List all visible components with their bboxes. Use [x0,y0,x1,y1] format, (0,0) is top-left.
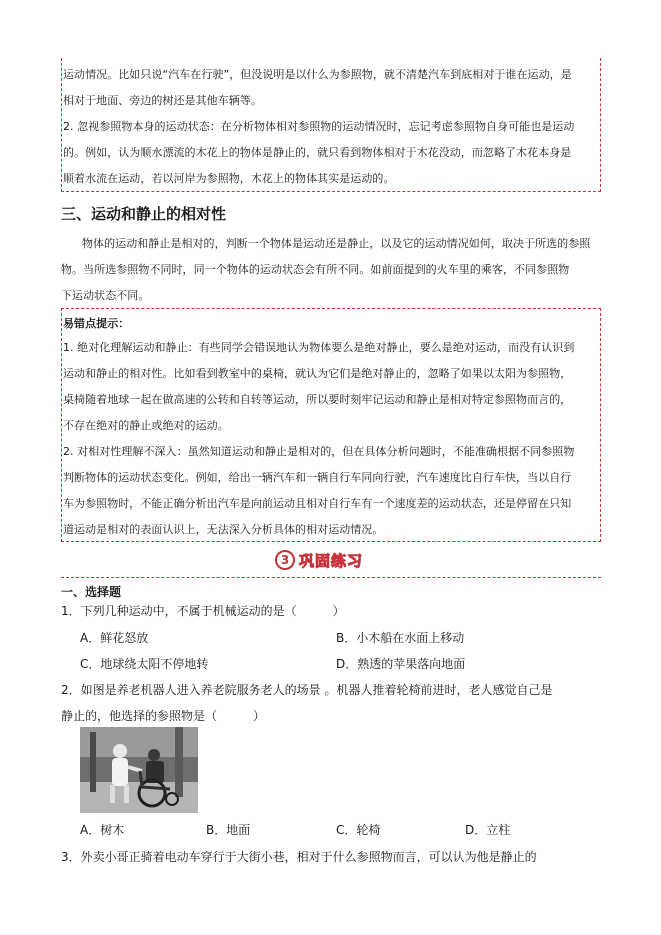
box2-line-1: 1. 绝对化理解运动和静止：有些同学会错误地认为物体要么是绝对静止，要么是绝对运动，而没有认识到 [63,341,575,354]
question-2-stem-line-1: 2．如图是养老机器人进入养老院服务老人的场景 。机器人推着轮椅前进时，老人感觉自己是 [61,683,553,697]
section-divider [61,577,601,578]
banner-number-badge: 3 [275,550,295,570]
tip-box-title: 易错点提示： [63,317,130,330]
question-1-option-c: C．地球绕太阳不停地转 [80,657,209,671]
question-1-option-d: D．熟透的苹果落向地面 [336,657,466,671]
question-1-option-a: A．鲜花怒放 [80,631,149,645]
box1-line-5: 顺着水流在运动，若以河岸为参照物，木花上的物体其实是运动的。 [63,172,395,185]
section-line-2: 物。当所选参照物不同时，同一个物体的运动状态会有所不同。如前面提到的火车里的乘客，不同参照物 [61,263,570,276]
robot-wheelchair-photo [80,727,198,813]
box2-line-8: 道运动是相对的表面认识上，无法深入分析具体的相对运动情况。 [63,523,384,536]
section-line-1: 物体的运动和静止是相对的，判断一个物体是运动还是静止，以及它的运动情况如何，取决于所选的参照 [82,237,591,250]
question-2-option-a: A．树木 [80,823,125,837]
box1-line-3: 2. 忽视参照物本身的运动状态：在分析物体相对参照物的运动情况时，忘记考虑参照物自身可能也是运动 [63,120,575,133]
box1-line-1: 运动情况。比如只说“汽车在行驶”，但没说明是以什么为参照物，就不清楚汽车到底相对于谁在运动，是 [63,68,572,81]
question-2-option-c: C．轮椅 [336,823,381,837]
practice-banner [275,549,387,573]
box2-line-4: 不存在绝对的静止或绝对的运动。 [63,419,229,432]
question-2-stem-line-2: 静止的，他选择的参照物是（ ） [61,709,266,723]
box1-line-2: 相对于地面、旁边的树还是其他车辆等。 [63,94,262,107]
box2-line-6: 判断物体的运动状态变化。例如，给出一辆汽车和一辆自行车同向行驶，汽车速度比自行车快，当以自行 [63,471,572,484]
box2-line-2: 运动和静止的相对性。比如看到教室中的桌椅，就认为它们是绝对静止的，忽略了如果以太阳为参照物， [63,367,572,380]
section-heading: 三、运动和静止的相对性 [61,205,227,223]
banner-title: 巩固练习 [299,552,364,570]
box2-line-3: 桌椅随着地球一起在做高速的公转和自转等运动，所以要时刻牢记运动和静止是相对特定参照物而言的， [63,393,572,406]
box1-line-4: 的。例如，认为顺水漂流的木花上的物体是静止的，就只看到物体相对于木花没动，而忽略了木花本身是 [63,146,572,159]
question-2-option-d: D．立柱 [465,823,511,837]
section-line-3: 下运动状态不同。 [61,289,150,302]
question-1-option-b: B．小木船在水面上移动 [336,631,465,645]
question-1-stem: 1．下列几种运动中，不属于机械运动的是（ ） [61,604,345,618]
exercise-section-title: 一、选择题 [61,585,122,599]
question-2-option-b: B．地面 [206,823,251,837]
box2-line-5: 2. 对相对性理解不深入：虽然知道运动和静止是相对的，但在具体分析问题时，不能准确根据不同参照物 [63,445,575,458]
question-3-stem: 3．外卖小哥正骑着电动车穿行于大街小巷，相对于什么参照物而言，可以认为他是静止的 [61,850,537,864]
box2-line-7: 车为参照物时，不能正确分析出汽车是向前运动且相对自行车有一个速度差的运动状态，还是停留在只知 [63,497,572,510]
robot-wheelchair-illustration [80,727,198,813]
